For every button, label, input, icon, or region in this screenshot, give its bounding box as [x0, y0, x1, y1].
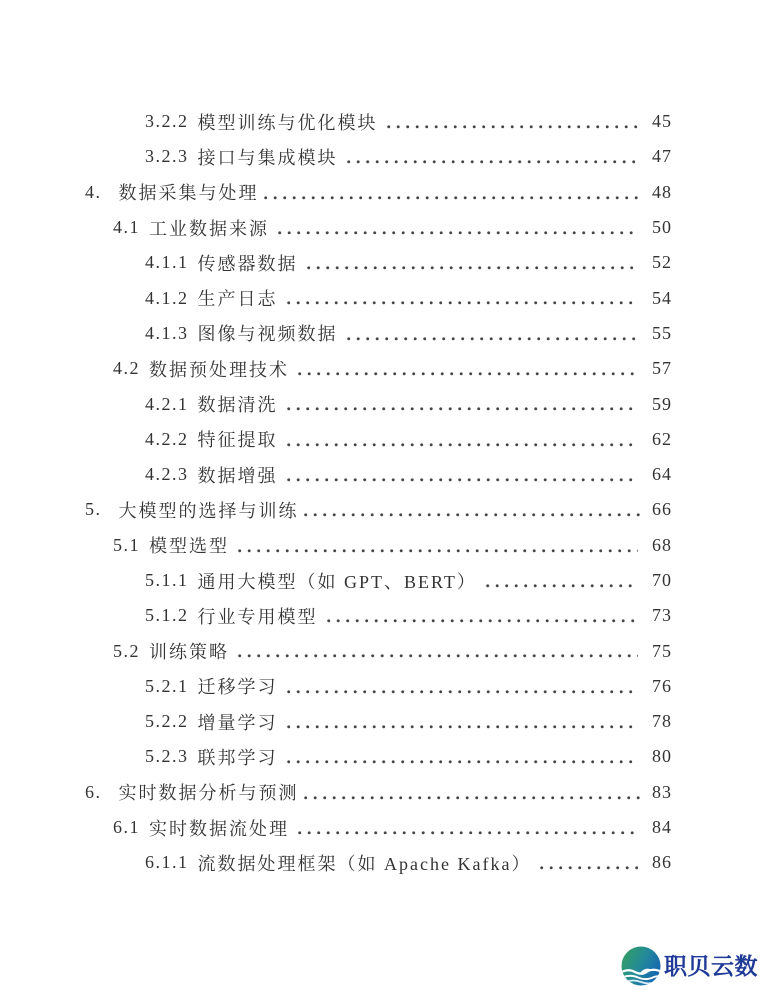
toc-entry-page: 83	[652, 781, 672, 802]
toc-entry-number: 6.1	[113, 817, 140, 838]
toc-entry-number: 5.1.2	[145, 605, 189, 626]
toc-entry-number: 4.2.2	[145, 428, 189, 449]
toc-entry[interactable]	[145, 386, 672, 421]
toc-entry[interactable]	[145, 316, 672, 351]
toc-entry-title: 接口与集成模块	[197, 147, 338, 168]
toc-entry[interactable]	[145, 104, 672, 139]
toc-entry-page: 66	[652, 499, 672, 520]
dot-leader	[284, 669, 639, 704]
globe-wave-icon	[621, 946, 661, 986]
toc-entry[interactable]	[145, 598, 672, 633]
toc-entry[interactable]	[113, 528, 672, 563]
toc-entry-number: 5.	[85, 499, 102, 520]
toc-entry-title: 模型选型	[149, 536, 229, 557]
dot-leader	[304, 245, 639, 280]
dot-leader	[284, 457, 639, 492]
toc-entry-number: 5.2.1	[145, 675, 189, 696]
toc-entry-page: 48	[652, 181, 672, 202]
toc-entry-title: 联邦学习	[197, 747, 278, 768]
toc-entry-title: 传感器数据	[197, 253, 298, 274]
toc-entry-number: 5.2	[113, 640, 140, 661]
toc-entry-page: 50	[652, 217, 672, 238]
toc-entry-title: 增量学习	[197, 712, 278, 733]
toc-entry-title: 数据预处理技术	[149, 359, 289, 380]
toc-entry-page: 76	[652, 675, 672, 696]
dot-leader	[284, 739, 639, 774]
toc-entry[interactable]	[113, 210, 672, 245]
dot-leader	[324, 598, 639, 633]
toc-entry-number: 5.2.2	[145, 711, 189, 732]
toc-entry-page: 73	[652, 605, 672, 626]
toc-entry-page: 59	[652, 393, 672, 414]
toc-entry-page: 70	[652, 570, 672, 590]
dot-leader	[235, 528, 638, 563]
brand-logo	[621, 946, 758, 986]
toc-entry-number: 5.1.1	[145, 570, 189, 590]
toc-entry-number: 4.2	[113, 358, 140, 379]
toc-entry-number: 5.2.3	[145, 746, 189, 767]
toc-entry[interactable]	[145, 457, 672, 492]
dot-leader	[301, 775, 645, 810]
dot-leader	[284, 704, 639, 739]
toc-entry-page: 47	[652, 146, 672, 167]
brand-logo-text: 职贝云数	[664, 952, 758, 979]
toc-entry-title: 实时数据分析与预测	[118, 783, 299, 804]
toc-entry-number: 3.2.2	[145, 111, 189, 132]
toc-entry[interactable]	[145, 245, 672, 280]
toc-entry[interactable]	[113, 633, 672, 668]
toc-entry[interactable]	[145, 139, 672, 174]
toc-entry-title: 数据清洗	[197, 395, 278, 416]
toc-entry-title: 迁移学习	[197, 677, 278, 698]
toc-entry-page: 80	[652, 746, 672, 767]
dot-leader	[301, 492, 645, 527]
toc-entry[interactable]	[145, 422, 672, 457]
toc-entry-page: 45	[652, 111, 672, 132]
dot-leader	[295, 351, 638, 386]
toc-entry-title: 实时数据流处理	[149, 818, 289, 839]
toc-entry[interactable]	[85, 175, 672, 210]
toc-entry-number: 4.1.1	[145, 252, 189, 273]
toc-entry-title: 特征提取	[197, 430, 278, 451]
toc-entry-title: 大模型的选择与训练	[118, 500, 299, 521]
dot-leader	[284, 386, 639, 421]
toc-entry[interactable]	[145, 845, 672, 880]
dot-leader	[483, 563, 638, 598]
dot-leader	[384, 104, 639, 139]
dot-leader	[261, 175, 645, 210]
toc-entry-page: 64	[652, 464, 672, 485]
toc-entry-number: 3.2.3	[145, 146, 189, 167]
toc-entry-page: 68	[652, 534, 672, 555]
toc-entry-number: 4.2.1	[145, 393, 189, 414]
toc-entry[interactable]	[145, 704, 672, 739]
dot-leader	[275, 210, 638, 245]
toc-entry-number: 4.1.3	[145, 322, 189, 343]
toc-entry[interactable]	[145, 669, 672, 704]
dot-leader	[284, 422, 639, 457]
toc-entry[interactable]	[85, 492, 672, 527]
toc-entry-title: 图像与视频数据	[197, 324, 338, 345]
toc-entry-number: 4.1	[113, 217, 140, 238]
toc-entry-number: 6.	[85, 781, 102, 802]
toc-entry-title: 行业专用模型	[197, 606, 318, 627]
toc-entry[interactable]	[113, 810, 672, 845]
toc-entry-title: 训练策略	[149, 642, 229, 663]
toc-entry-page: 86	[652, 852, 672, 873]
toc-entry-page: 75	[652, 640, 672, 661]
dot-leader	[295, 810, 638, 845]
toc-entry-number: 6.1.1	[145, 852, 189, 873]
toc-entry-page: 62	[652, 428, 672, 449]
toc-entry-title: 生产日志	[197, 289, 278, 310]
toc-entry-number: 4.	[85, 181, 102, 202]
toc-entry-number: 4.2.3	[145, 464, 189, 485]
toc-entry-page: 84	[652, 817, 672, 838]
toc-entry[interactable]	[145, 280, 672, 315]
toc-entry-title: 通用大模型（如 GPT、BERT）	[197, 571, 477, 592]
toc-entry-title: 流数据处理框架（如 Apache Kafka）	[197, 853, 532, 874]
toc-entry-number: 4.1.2	[145, 287, 189, 308]
toc-entry[interactable]	[113, 351, 672, 386]
toc-entry-title: 数据采集与处理	[118, 183, 259, 204]
toc-entry-title: 模型训练与优化模块	[197, 112, 378, 133]
toc-entry[interactable]	[145, 563, 672, 598]
toc-entry[interactable]	[145, 739, 672, 774]
dot-leader	[344, 316, 639, 351]
dot-leader	[235, 633, 638, 668]
toc-entry-title: 工业数据来源	[149, 218, 269, 239]
toc-entry-page: 54	[652, 287, 672, 308]
table-of-contents	[85, 104, 672, 881]
toc-entry-page: 78	[652, 711, 672, 732]
dot-leader	[284, 280, 639, 315]
toc-entry-page: 52	[652, 252, 672, 273]
toc-entry-page: 55	[652, 322, 672, 343]
dot-leader	[537, 845, 638, 880]
dot-leader	[344, 139, 639, 174]
toc-entry-number: 5.1	[113, 534, 140, 555]
toc-entry-title: 数据增强	[197, 465, 278, 486]
toc-entry[interactable]	[85, 775, 672, 810]
toc-entry-page: 57	[652, 358, 672, 379]
